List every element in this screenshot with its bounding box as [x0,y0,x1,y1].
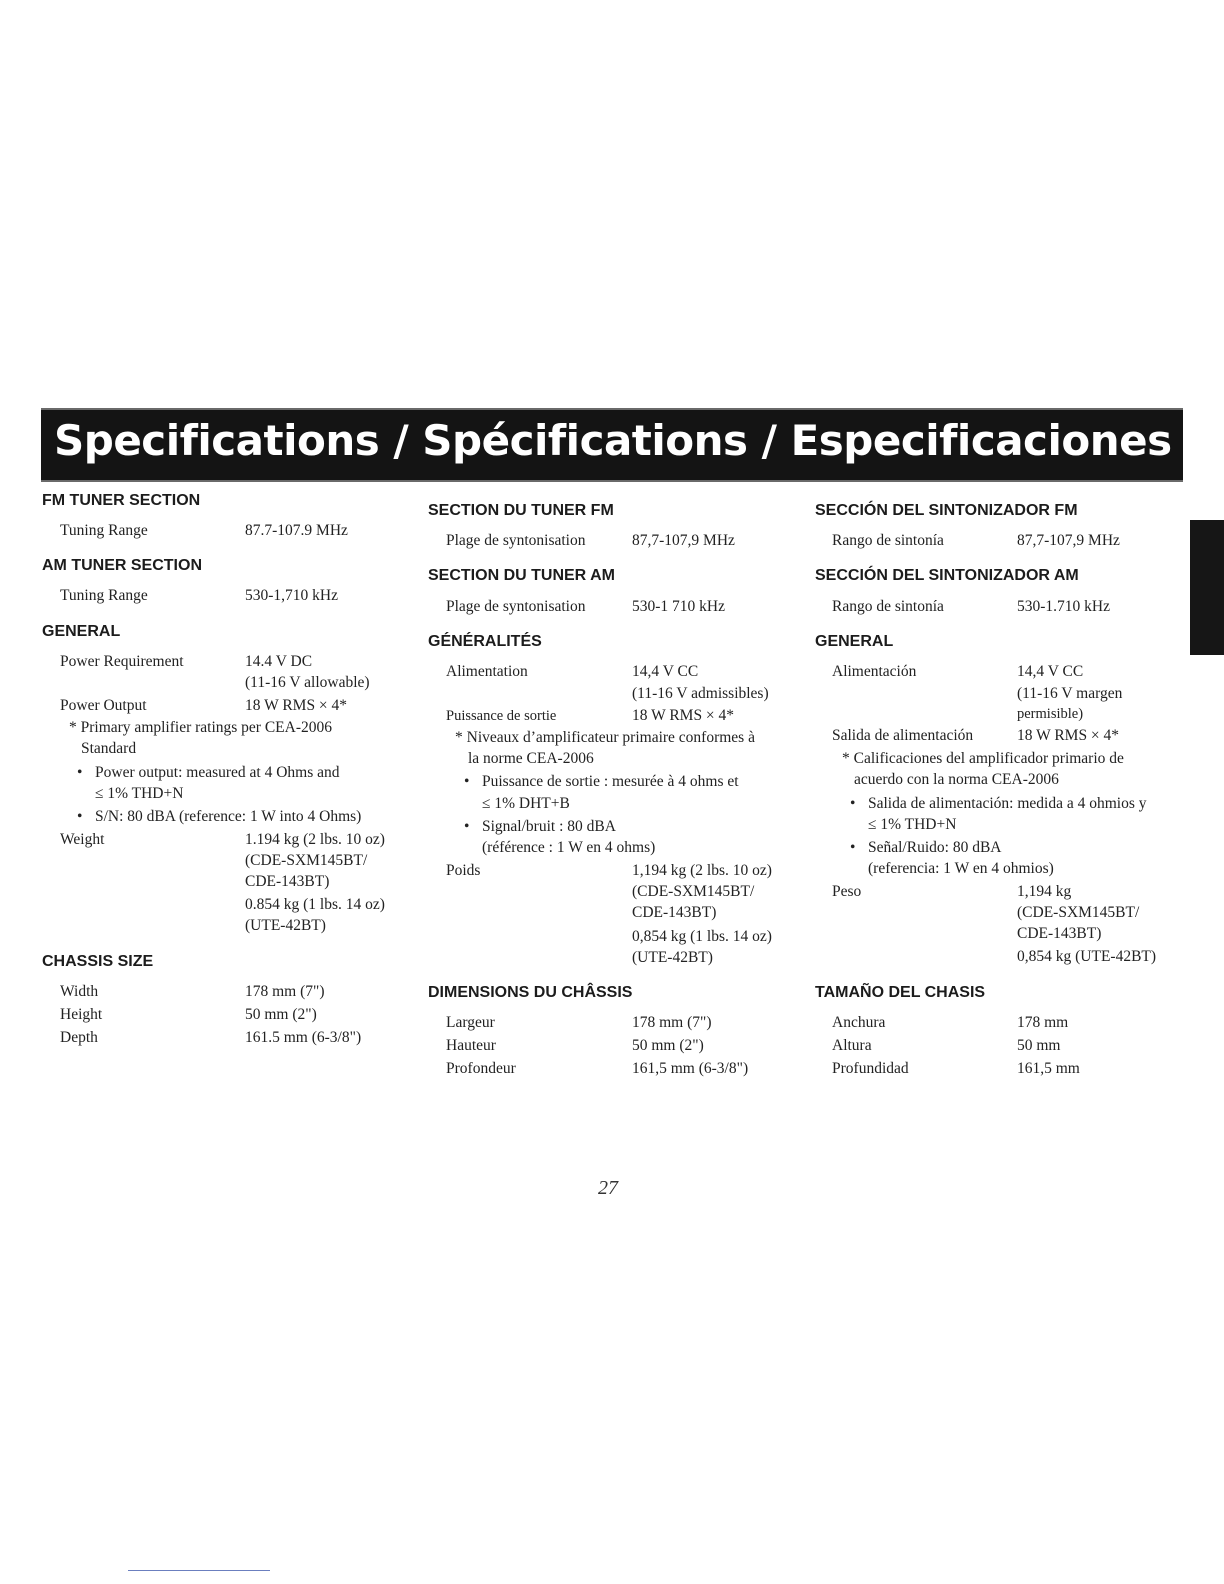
weight-model-2: CDE-143BT) [1017,925,1102,942]
height-value: 50 mm [1017,1037,1061,1054]
weight-label: Weight [60,831,105,848]
amplifier-note: * Calificaciones del amplificador primario de [842,750,1124,767]
depth-value: 161,5 mm [1017,1060,1080,1077]
weight-model-3: (UTE-42BT) [245,917,326,934]
fm-tuning-label: Rango de sintonía [832,532,944,549]
width-label: Largeur [446,1014,495,1031]
fm-tuning-label: Tuning Range [60,522,148,539]
bullet-icon: • [850,839,856,856]
power-requirement-label: Power Requirement [60,653,184,670]
power-requirement-range: (11-16 V admissibles) [632,685,769,702]
weight-value-2: 0.854 kg (1 lbs. 14 oz) [245,896,385,913]
am-tuner-heading: AM TUNER SECTION [42,557,202,574]
power-output-value: 18 W RMS × 4* [1017,727,1120,744]
fm-tuner-heading: SECTION DU TUNER FM [428,502,614,519]
fm-tuner-heading: FM TUNER SECTION [42,492,201,509]
weight-model-1: (CDE-SXM145BT/ [245,852,368,869]
width-value: 178 mm (7") [632,1014,712,1031]
am-tuning-label: Rango de sintonía [832,598,944,615]
power-output-bullet: Salida de alimentación: medida a 4 ohmios y [868,795,1147,812]
amplifier-note-cont: acuerdo con la norma CEA-2006 [854,771,1059,788]
width-value: 178 mm (7") [245,983,325,1000]
am-tuning-label: Tuning Range [60,587,148,604]
power-output-bullet: Power output: measured at 4 Ohms and [95,764,340,781]
power-requirement-range: (11-16 V allowable) [245,674,370,691]
width-label: Width [60,983,99,1000]
bullet-icon: • [464,818,470,835]
depth-label: Profondeur [446,1060,516,1077]
weight-label: Peso [832,883,862,900]
weight-model-2: CDE-143BT) [632,904,717,921]
fm-tuning-value: 87,7-107,9 MHz [632,532,735,549]
am-tuner-heading: SECTION DU TUNER AM [428,567,615,584]
fm-tuning-value: 87,7-107,9 MHz [1017,532,1120,549]
height-label: Height [60,1006,103,1023]
amplifier-note: * Niveaux d’amplificateur primaire conformes à [455,729,755,746]
sn-bullet-cont: (referencia: 1 W en 4 ohmios) [868,860,1054,877]
bullet-icon: • [464,773,470,790]
height-label: Hauteur [446,1037,496,1054]
height-value: 50 mm (2") [245,1006,317,1023]
weight-model-1: (CDE-SXM145BT/ [632,883,755,900]
power-output-label: Power Output [60,697,147,714]
weight-model-1: (CDE-SXM145BT/ [1017,904,1140,921]
power-requirement-value: 14,4 V CC [632,663,699,680]
power-output-bullet: Puissance de sortie : mesurée à 4 ohms et [482,773,739,790]
page-title: Specifications / Spécifications / Especificaciones [54,416,1172,465]
sn-bullet: Signal/bruit : 80 dBA [482,818,616,835]
chassis-heading: TAMAÑO DEL CHASIS [815,984,986,1001]
bullet-icon: • [77,808,83,825]
fm-tuner-heading: SECCIÓN DEL SINTONIZADOR FM [815,502,1078,519]
power-output-bullet-cont: ≤ 1% DHT+B [482,795,570,812]
power-output-label: Salida de alimentación [832,727,974,744]
general-heading: GENERAL [42,623,121,640]
am-tuning-label: Plage de syntonisation [446,598,586,615]
page-number: 27 [598,1177,618,1199]
depth-label: Profundidad [832,1060,909,1077]
power-requirement-range-cont: permisible) [1017,706,1084,722]
power-output-value: 18 W RMS × 4* [632,707,735,724]
title-banner [41,408,1183,482]
width-label: Anchura [832,1014,886,1031]
am-tuner-heading: SECCIÓN DEL SINTONIZADOR AM [815,567,1079,584]
fm-tuning-label: Plage de syntonisation [446,532,586,549]
weight-value: 1,194 kg (2 lbs. 10 oz) [632,862,772,879]
am-tuning-value: 530-1.710 kHz [1017,598,1110,615]
footer-divider [128,1570,270,1571]
power-requirement-range: (11-16 V margen [1017,685,1123,702]
bullet-icon: • [77,764,83,781]
sn-bullet-cont: (référence : 1 W en 4 ohms) [482,839,656,856]
power-output-bullet-cont: ≤ 1% THD+N [868,816,957,833]
height-label: Altura [832,1037,872,1054]
weight-value: 1,194 kg [1017,883,1072,900]
weight-value-2: 0,854 kg (1 lbs. 14 oz) [632,928,772,945]
amplifier-note-cont: Standard [81,740,137,757]
section-tab-marker [1190,520,1224,655]
weight-model-3: (UTE-42BT) [632,949,713,966]
power-requirement-label: Alimentación [832,663,917,680]
chassis-heading: DIMENSIONS DU CHÂSSIS [428,984,633,1001]
amplifier-note-cont: la norme CEA-2006 [468,750,594,767]
general-heading: GÉNÉRALITÉS [428,633,542,650]
power-output-label: Puissance de sortie [446,708,557,724]
weight-model-2: CDE-143BT) [245,873,330,890]
chassis-heading: CHASSIS SIZE [42,953,154,970]
fm-tuning-value: 87.7-107.9 MHz [245,522,348,539]
power-output-bullet-cont: ≤ 1% THD+N [95,785,184,802]
depth-label: Depth [60,1029,98,1046]
power-requirement-label: Alimentation [446,663,528,680]
power-requirement-value: 14.4 V DC [245,653,313,670]
weight-value: 1.194 kg (2 lbs. 10 oz) [245,831,385,848]
bullet-icon: • [850,795,856,812]
weight-value-2: 0,854 kg (UTE-42BT) [1017,948,1157,965]
am-tuning-value: 530-1,710 kHz [245,587,338,604]
weight-label: Poids [446,862,481,879]
am-tuning-value: 530-1 710 kHz [632,598,725,615]
general-heading: GENERAL [815,633,894,650]
depth-value: 161,5 mm (6-3/8") [632,1060,749,1077]
power-requirement-value: 14,4 V CC [1017,663,1084,680]
sn-bullet: Señal/Ruido: 80 dBA [868,839,1002,856]
width-value: 178 mm [1017,1014,1069,1031]
sn-bullet: S/N: 80 dBA (reference: 1 W into 4 Ohms) [95,808,362,825]
depth-value: 161.5 mm (6-3/8") [245,1029,362,1046]
amplifier-note: * Primary amplifier ratings per CEA-2006 [69,719,333,736]
height-value: 50 mm (2") [632,1037,704,1054]
power-output-value: 18 W RMS × 4* [245,697,348,714]
